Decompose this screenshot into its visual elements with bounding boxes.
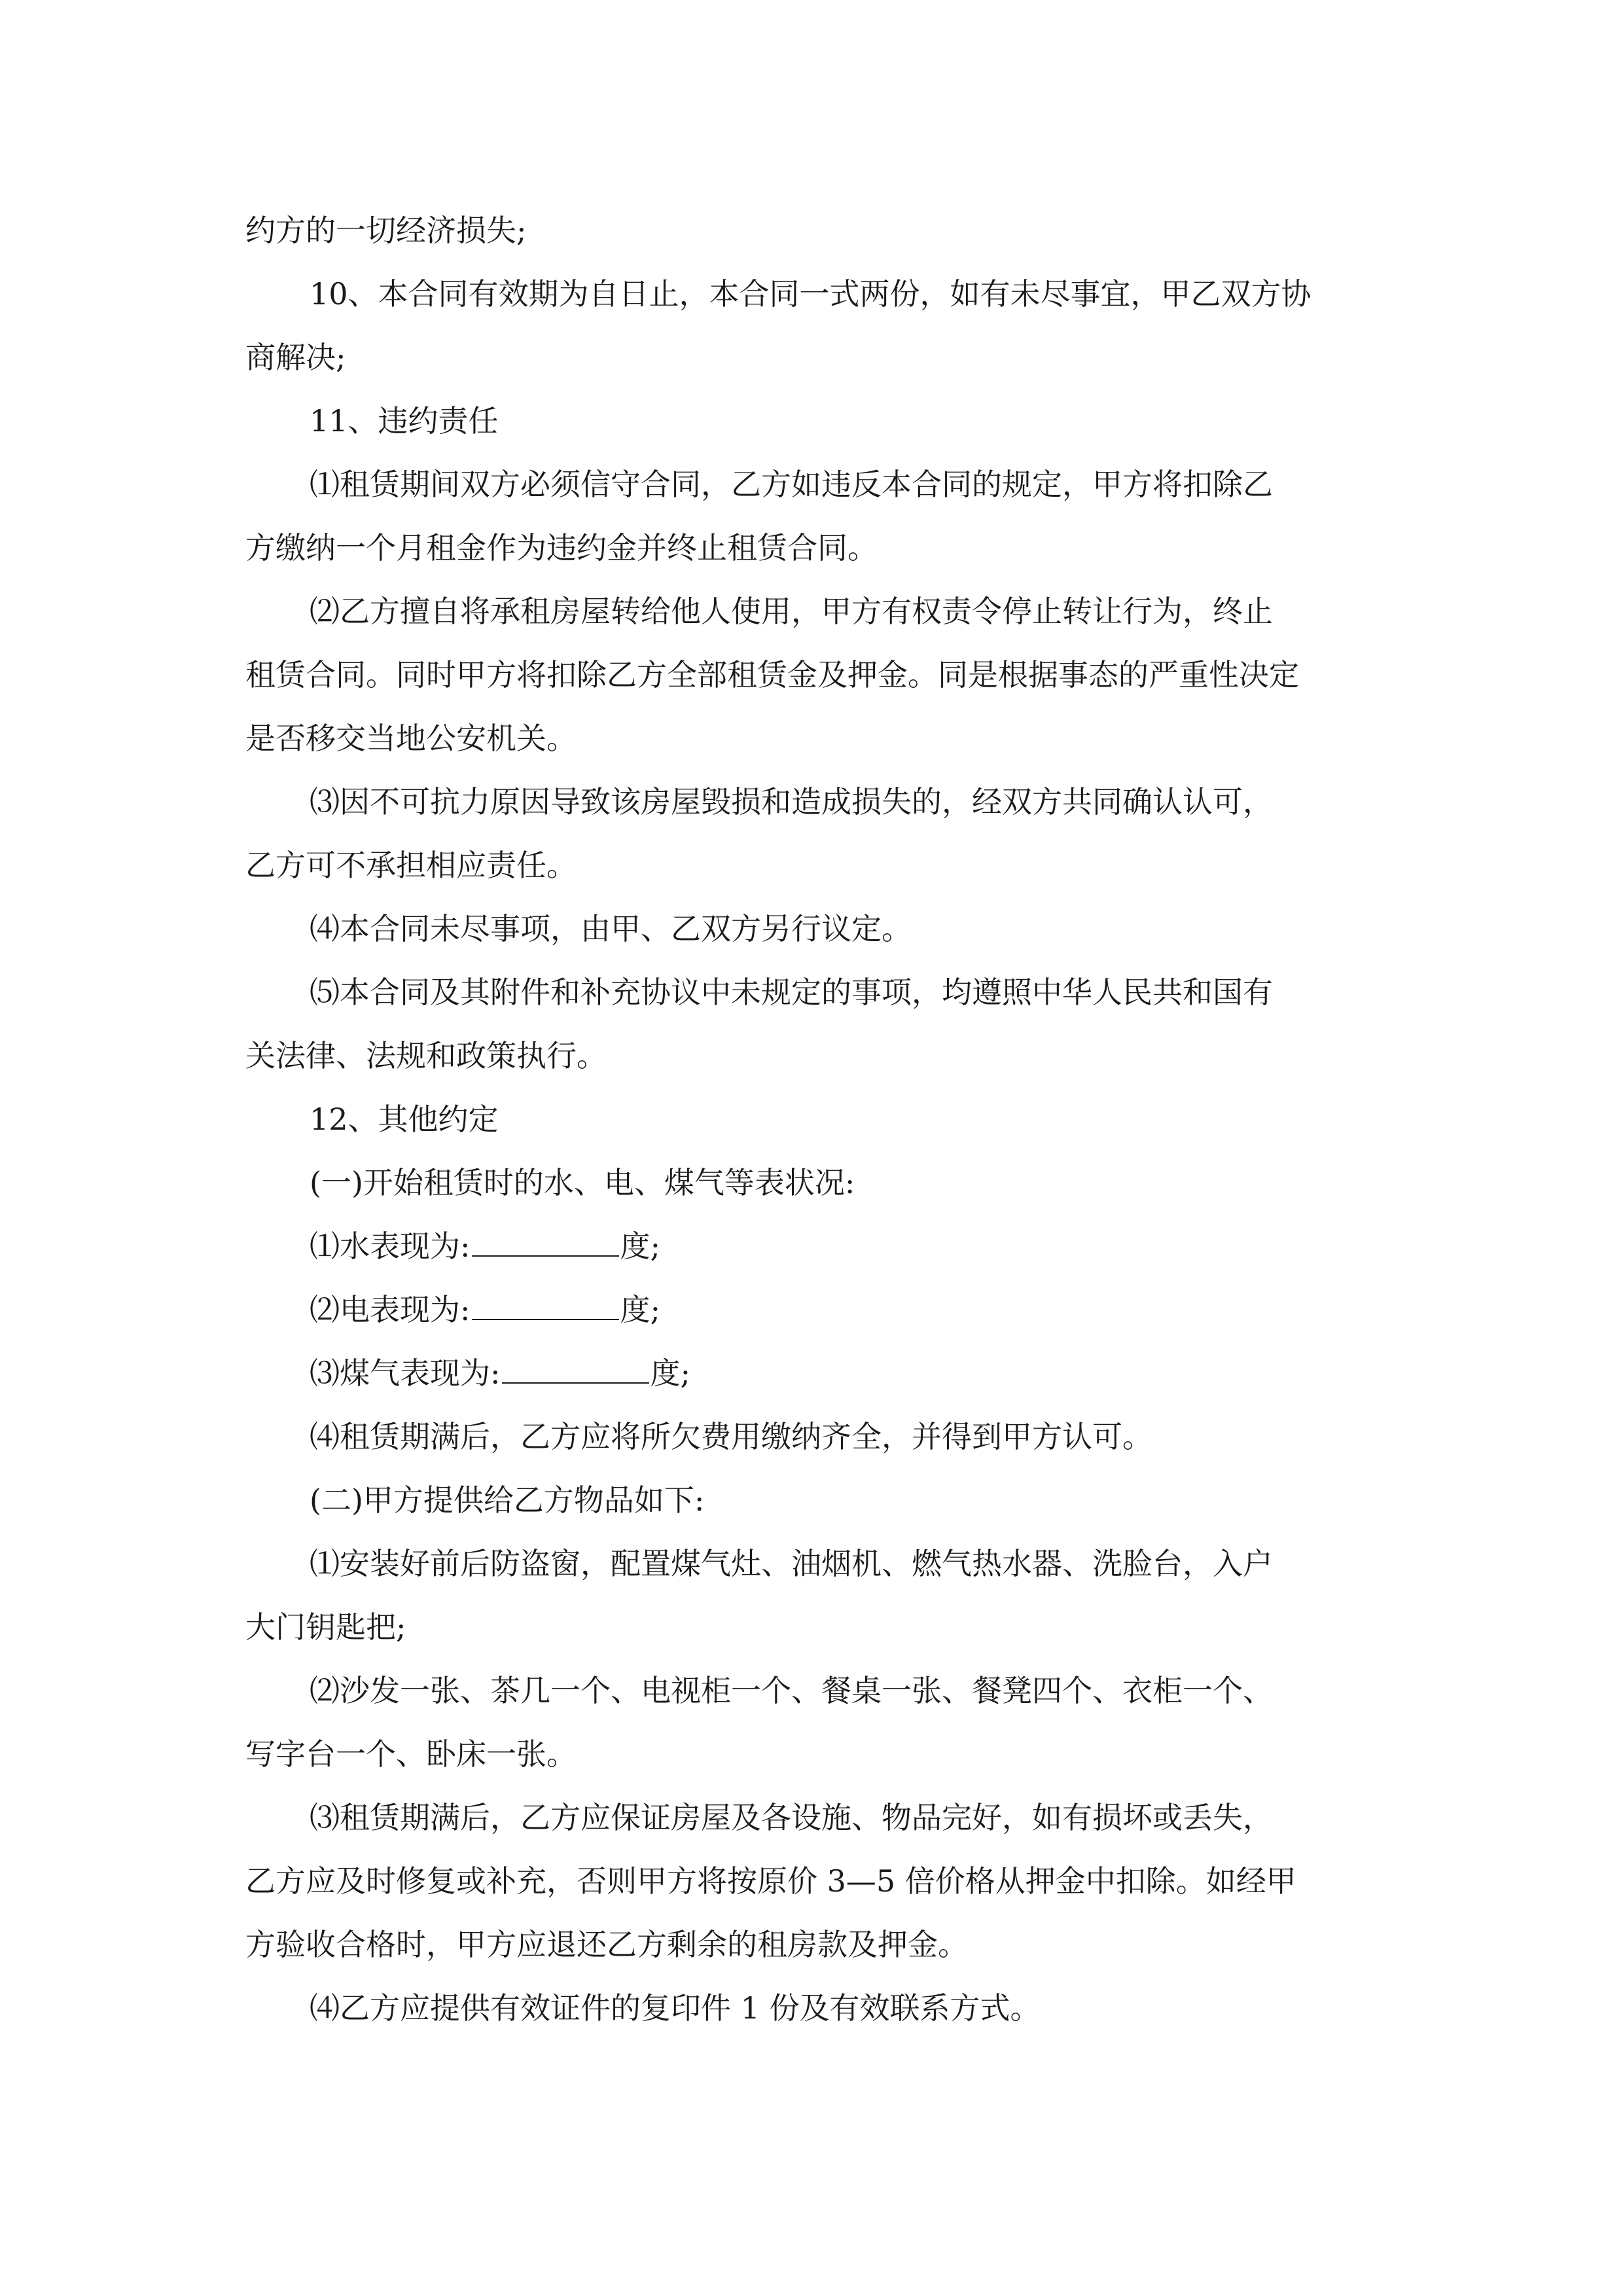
gas-meter-blank [502,1356,649,1384]
unit-label: 度; [650,1355,690,1391]
clause-12-heading: 12、其他约定 [310,1102,499,1137]
water-meter-line [310,1227,660,1266]
electric-meter-label: ⑵电表现为: [310,1292,471,1327]
text-line: 关法律、法规和政策执行。 [245,1038,607,1073]
clause-11-item-3: ⑶因不可抗力原因导致该房屋毁损和造成损失的，经双方共同确认认可， [310,784,1273,819]
items-item-2: ⑵沙发一张、茶几一个、电视柜一个、餐桌一张、餐凳四个、衣柜一个、 [310,1673,1273,1708]
gas-meter-line [310,1354,690,1393]
meter-section-heading: (一)开始租赁时的水、电、煤气等表状况: [310,1165,855,1200]
clause-11-heading: 11、违约责任 [310,403,499,439]
clause-11-item-5: ⑸本合同及其附件和补充协议中未规定的事项，均遵照中华人民共和国有 [310,975,1273,1010]
text-line: 商解决; [245,340,346,375]
text-line: 是否移交当地公安机关。 [245,721,577,756]
text-line: 方缴纳一个月租金作为违约金并终止租赁合同。 [245,530,878,565]
clause-10: 10、本合同有效期为自日止，本合同一式两份，如有未尽事宜，甲乙双方协 [310,276,1311,312]
items-item-3: ⑶租赁期满后，乙方应保证房屋及各设施、物品完好，如有损坏或丢失， [310,1800,1273,1835]
text-line: 写字台一个、卧床一张。 [245,1736,577,1772]
unit-label: 度; [620,1229,660,1264]
gas-meter-label: ⑶煤气表现为: [310,1355,501,1391]
electric-meter-blank [472,1293,619,1320]
clause-11-item-1: ⑴租赁期间双方必须信守合同，乙方如违反本合同的规定，甲方将扣除乙 [310,467,1273,502]
water-meter-blank [472,1229,619,1257]
items-item-4: ⑷乙方应提供有效证件的复印件 1 份及有效联系方式。 [310,1990,1041,2026]
clause-11-item-2: ⑵乙方擅自将承租房屋转给他人使用，甲方有权责令停止转让行为，终止 [310,594,1273,629]
unit-label: 度; [620,1292,660,1327]
meter-item-4: ⑷租赁期满后，乙方应将所欠费用缴纳齐全，并得到甲方认可。 [310,1419,1152,1454]
text-line: 乙方可不承担相应责任。 [245,848,577,883]
items-item-1: ⑴安装好前后防盗窗，配置煤气灶、油烟机、燃气热水器、洗脸台，入户 [310,1546,1273,1581]
text-line: 乙方应及时修复或补充，否则甲方将按原价 3—5 倍价格从押金中扣除。如经甲 [245,1863,1296,1899]
text-line: 大门钥匙把; [245,1609,406,1645]
water-meter-label: ⑴水表现为: [310,1229,471,1264]
items-section-heading: (二)甲方提供给乙方物品如下: [310,1482,705,1518]
text-line: 方验收合格时，甲方应退还乙方剩余的租房款及押金。 [245,1927,968,1962]
clause-11-item-4: ⑷本合同未尽事项，由甲、乙双方另行议定。 [310,911,912,946]
text-line: 租赁合同。同时甲方将扣除乙方全部租赁金及押金。同是根据事态的严重性决定 [245,657,1299,692]
electric-meter-line [310,1290,660,1329]
text-line: 约方的一切经济损失; [245,213,527,248]
